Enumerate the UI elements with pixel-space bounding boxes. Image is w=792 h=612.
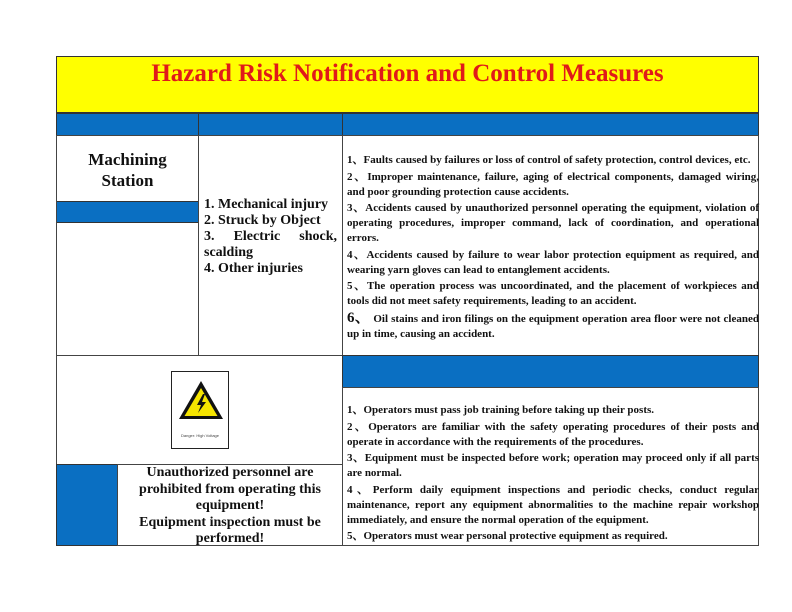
header-cell-station — [56, 113, 199, 136]
hazard-causes-list — [347, 153, 759, 343]
cause-number: 3、 — [347, 202, 366, 214]
control-item — [347, 451, 759, 481]
injury-type-list — [204, 197, 337, 277]
cause-item — [347, 311, 759, 342]
control-number: 2、 — [347, 420, 369, 433]
cause-item — [347, 248, 759, 278]
control-item — [347, 483, 759, 528]
injury-item: 1. Mechanical injury — [204, 197, 329, 212]
cause-text: The operation process was uncoordinated, and the placement of workpieces and tools did not meet safety requirements, leading to an accident. — [347, 280, 759, 307]
injury-item: 4. Other injuries — [204, 261, 303, 276]
cause-item — [347, 201, 759, 246]
cause-number: 4、 — [347, 248, 367, 261]
warning-line-1: Unauthorized personnel are prohibited from operating this equipment! — [139, 465, 321, 513]
control-item — [347, 403, 759, 418]
station-name-line1: Machining — [88, 150, 167, 169]
cause-number: 6、 — [347, 309, 371, 326]
control-number: 4、 — [347, 483, 373, 496]
station-label-band — [57, 201, 198, 223]
cause-number: 2、 — [347, 170, 368, 183]
warning-message — [117, 465, 343, 548]
injury-item: scalding — [204, 245, 254, 260]
high-voltage-warning-icon — [172, 372, 230, 432]
cause-text: Faults caused by failures or loss of control of safety protection, control devices, etc. — [363, 154, 751, 166]
cause-item — [347, 170, 759, 200]
header-cell-injury — [198, 113, 343, 136]
control-item — [347, 420, 759, 450]
station-name-line2: Station — [101, 171, 154, 190]
control-text: Operators must wear personal protective equipment as required. — [363, 530, 668, 542]
cause-text: Accidents caused by unauthorized personnel operating the equipment, violation of operating procedures, improper command, lack of coordination, and operational errors. — [347, 202, 759, 244]
cause-item — [347, 279, 759, 309]
injury-item: 3. Electric shock, — [204, 229, 337, 244]
warning-label-band — [56, 464, 118, 546]
control-number: 1、 — [347, 404, 364, 416]
control-text: Perform daily equipment inspections and periodic checks, conduct regular maintenance, report any equipment abnormalities to the machine repair workshop immediately, and ensure the normal operation of the equipment. — [347, 483, 759, 526]
control-text: Equipment must be inspected before work; operation may proceed only if all parts are normal. — [347, 452, 760, 479]
cause-number: 1、 — [347, 154, 364, 166]
station-name — [56, 149, 199, 191]
control-number: 3、 — [347, 452, 365, 464]
cause-text: Accidents caused by failure to wear labor protection equipment as required, and wearing yarn gloves can lead to entanglement accidents. — [347, 248, 759, 276]
document-title: Hazard Risk Notification and Control Measures — [151, 60, 664, 87]
control-text: Operators must pass job training before taking up their posts. — [363, 404, 655, 416]
cause-text: Oil stains and iron filings on the equipment operation area floor were not cleaned up in time, causing an accident. — [347, 312, 759, 340]
warning-line-2: Equipment inspection must be performed! — [139, 514, 321, 546]
control-measures-list — [347, 403, 759, 546]
sign-caption: Danger: High Voltage — [180, 433, 220, 438]
cause-text: Improper maintenance, failure, aging of electrical components, damaged wiring, and poor grounding protection cause accidents. — [347, 170, 760, 198]
injury-item: 2. Struck by Object — [204, 213, 321, 228]
cause-number: 5、 — [347, 280, 367, 292]
control-number: 5、 — [347, 530, 364, 542]
cause-item — [347, 153, 759, 168]
control-item — [347, 529, 759, 544]
header-cell-causes — [342, 113, 759, 136]
control-text: Operators are familiar with the safety operating procedures of their posts and operate in accordance with the requirements of the procedures. — [347, 420, 760, 448]
controls-header-band — [342, 355, 759, 388]
